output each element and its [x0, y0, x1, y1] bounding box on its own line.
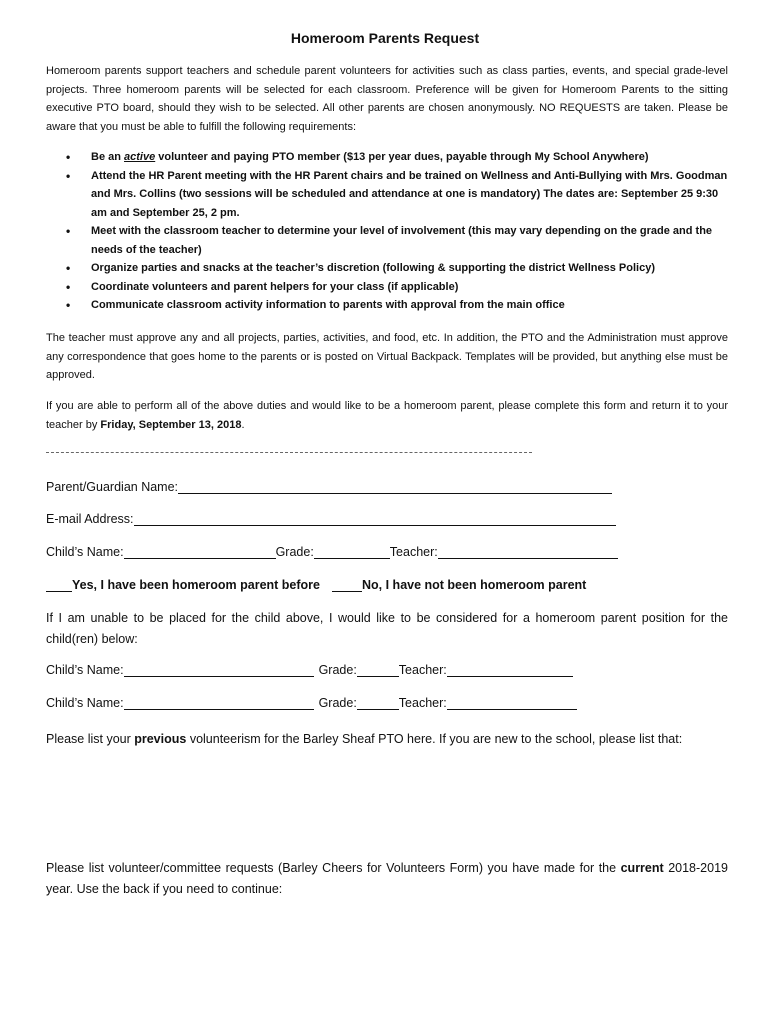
child-name-label: Child’s Name: [46, 696, 124, 710]
grade-field[interactable] [357, 695, 399, 710]
teacher-field[interactable] [447, 695, 577, 710]
no-checkbox-blank[interactable] [332, 577, 362, 592]
page-title: Homeroom Parents Request [290, 30, 480, 46]
email-field[interactable] [134, 511, 616, 526]
teacher-field[interactable] [447, 662, 573, 677]
email-label: E-mail Address: [46, 512, 134, 526]
grade-field[interactable] [314, 544, 390, 559]
teacher-label: Teacher: [398, 663, 447, 677]
child-row-alt-1 [46, 662, 573, 677]
requirement-hr-meeting: • Attend the HR Parent meeting with the HR Parent chairs and be trained on Wellness and Anti-Bullying with Mrs. Goodman and Mrs. Collins (two sessions will be scheduled and attendance at one is mandatory) The dates are: September 25 9:30 am and September 25, 2 pm. [46, 167, 728, 223]
no-option-label: No, I have not been homeroom parent [362, 578, 587, 592]
approval-paragraph: The teacher must approve any and all projects, parties, activities, and food, etc. In addition, the PTO and the Administration must approve any correspondence that goes home to the parents or is posted on Virtual Backpack. Templates will be provided, but anything else must be approved. [46, 332, 728, 381]
deadline-paragraph: If you are able to perform all of the above duties and would like to be a homeroom parent, please complete this form and return it to your teacher by Friday, September 13, 2018. [46, 400, 728, 431]
grade-label: Grade: [318, 696, 357, 710]
current-requests-prompt: Please list volunteer/committee requests (Barley Cheers for Volunteers Form) you have made for the current 2018-2019 year. Use the back if you need to continue: [46, 861, 728, 896]
grade-label: Grade: [318, 663, 357, 677]
child-row-alt-2 [46, 695, 577, 710]
child-name-label: Child’s Name: [46, 545, 124, 559]
child-name-field[interactable] [124, 544, 276, 559]
child-row-primary [46, 544, 618, 559]
requirement-meet-teacher: • Meet with the classroom teacher to determine your level of involvement (this may vary depending on the grade and the needs of the teacher) [46, 222, 728, 259]
prior-homeroom-row [46, 577, 586, 592]
yes-option-label: Yes, I have been homeroom parent before [72, 578, 320, 592]
parent-name-row [46, 479, 612, 494]
teacher-label: Teacher: [398, 696, 447, 710]
active-emphasis: active [124, 151, 156, 163]
grade-field[interactable] [357, 662, 399, 677]
grade-label: Grade: [275, 545, 314, 559]
requirements-list [46, 148, 728, 315]
intro-paragraph: Homeroom parents support teachers and schedule parent volunteers for activities such as class parties, events, and special grade-level projects. Three homeroom parents will be selected for each classroom. Preference will be given for Homeroom Parents to the sitting executive PTO board, should they wish to be selected. All other parents are chosen anonymously. NO REQUESTS are taken. Please be aware that you must be able to fulfill the following requirements: [46, 65, 728, 133]
parent-name-label: Parent/Guardian Name: [46, 480, 179, 494]
teacher-field[interactable] [438, 544, 618, 559]
requirement-communicate: • Communicate classroom activity information to parents with approval from the main office [46, 296, 728, 315]
child-name-label: Child’s Name: [46, 663, 124, 677]
parent-name-field[interactable] [178, 479, 612, 494]
child-name-field[interactable] [124, 662, 314, 677]
deadline-date: Friday, September 13, 2018 [100, 418, 242, 431]
requirement-organize-parties: • Organize parties and snacks at the teacher’s discretion (following & supporting the district Wellness Policy) [46, 259, 728, 278]
alternate-paragraph: If I am unable to be placed for the child above, I would like to be considered for a homeroom parent position for the child(ren) below: [46, 611, 728, 646]
previous-volunteerism-prompt: Please list your previous volunteerism for the Barley Sheaf PTO here. If you are new to the school, please list that: [46, 732, 683, 746]
child-name-field[interactable] [124, 695, 314, 710]
requirement-coordinate-volunteers: • Coordinate volunteers and parent helpers for your class (if applicable) [46, 278, 728, 297]
requirement-active-member: • Be an active volunteer and paying PTO member ($13 per year dues, payable through My School Anywhere) [46, 148, 728, 167]
cut-line-divider [46, 452, 532, 453]
teacher-label: Teacher: [389, 545, 438, 559]
yes-checkbox-blank[interactable] [46, 577, 72, 592]
email-row [46, 511, 616, 526]
